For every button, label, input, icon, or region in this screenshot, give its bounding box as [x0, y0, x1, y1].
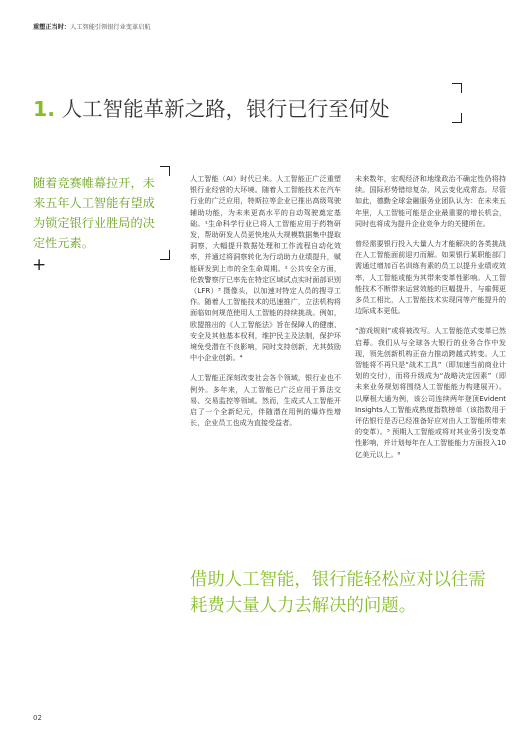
callout-text: 随着竞赛帷幕拉开，未来五年人工智能有望成为锁定银行业胜局的决定性元素。	[33, 176, 155, 250]
col2-paragraph-1: 未来数年，宏观经济和地缘政治不确定性仍将持续。国际形势错综复杂，风云变化成常态。尽管如此，德勤全球金融服务业团队认为：在未来五年里，人工智能可能是企业最重要的增长机会，同时也将成为提升企业竞争力的关键所在。	[355, 174, 506, 228]
section-title-text: 人工智能革新之路，银行已行至何处	[61, 97, 390, 121]
col2-paragraph-2: 曾经需要银行投入大量人力才能解决的各类挑战在人工智能面前迎刃而解。如果银行某职能部门需通过增加百名训练有素的员工以提升业绩或效率，人工智能或能为其带来变革性影响。人工智能技术不断带来运营效能的巨幅提升，与雇佣更多员工相比，人工智能技术实现同等产能提升的边际成本更低。	[355, 239, 506, 316]
col1-paragraph-2: 人工智能正深刻改变社会各个领域，银行业也不例外。多年来，人工智能已广泛应用于算法交易、交易监控等领域。然而，生成式人工智能开启了一个全新纪元，伴随潜在用例的爆炸性增长，企业员工也成为直接受益者。	[190, 373, 341, 428]
section-number: 1.	[33, 97, 56, 121]
col1-paragraph-1: 人工智能（AI）时代已来。人工智能正广泛重塑银行业经营的大环境。随着人工智能技术在汽车行业的广泛应用，特斯拉等企业已推出高级驾驶辅助功能，为未来更高水平的自动驾驶奠定基础。¹生命科学行业已将人工智能应用于药物研发，帮助研发人员更快地从大规模数据集中提取洞察，大幅提升数据处理和工作流程自动化效率，并通过将洞察转化为行动助力业绩提升，赋能研发到上市的全生命周期。² 公共安全方面，伦敦警察厅已率先在特定区域试点实时面部识别（LFR）³ 摄像头，以加速对特定人员的搜寻工作。随着人工智能技术的迅速推广，立法机构将面临如何规范使用人工智能的持续挑战。例如，欧盟推出的《人工智能法》旨在保障人的健康、安全及其他基本权利，维护民主及法制，保护环境免受潜在不良影响，同时支持创新，尤其鼓励中小企业创新。⁴	[190, 174, 341, 363]
callout-bracket-bottom-right	[160, 250, 170, 260]
section-title	[33, 92, 390, 122]
header-title-rest: 人工智能引领银行业变革启航	[70, 24, 151, 31]
col2-paragraph-3: “游戏规则”或将被改写。人工智能范式变革已然启幕。我们从与全球各大银行的业务合作中发现，领先创新机构正奋力推动跨越式转变。人工智能将不再只是“战术工具”（即加速当前商业计划的交付），而将升级成为“战略决定因素”（即未来业务规划将围绕人工智能能力构建展开）。以摩根大通为例，该公司连续两年登顶Evident Insights人工智能成熟度指数榜单（该指数用于评估银行是否已经准备好应对由人工智能所带来的变革）。⁵ 预期人工智能或将对其业务引发变革性影响，并计划每年在人工智能能力方面投入10亿美元以上。⁶	[355, 326, 506, 459]
body-column-2	[355, 173, 506, 469]
running-header	[33, 22, 151, 31]
pull-quote: 借助人工智能，银行能轻松应对以往需耗费大量人力去解决的问题。	[190, 570, 486, 616]
plus-icon: +	[32, 255, 47, 275]
body-column-1	[190, 173, 341, 437]
title-bracket-bottom-right	[452, 113, 462, 123]
callout-bracket-top-right	[160, 166, 170, 176]
page-number: 02	[33, 714, 42, 722]
header-title-bold: 重塑正当时：	[33, 24, 71, 31]
title-bracket-top-right	[452, 83, 462, 93]
